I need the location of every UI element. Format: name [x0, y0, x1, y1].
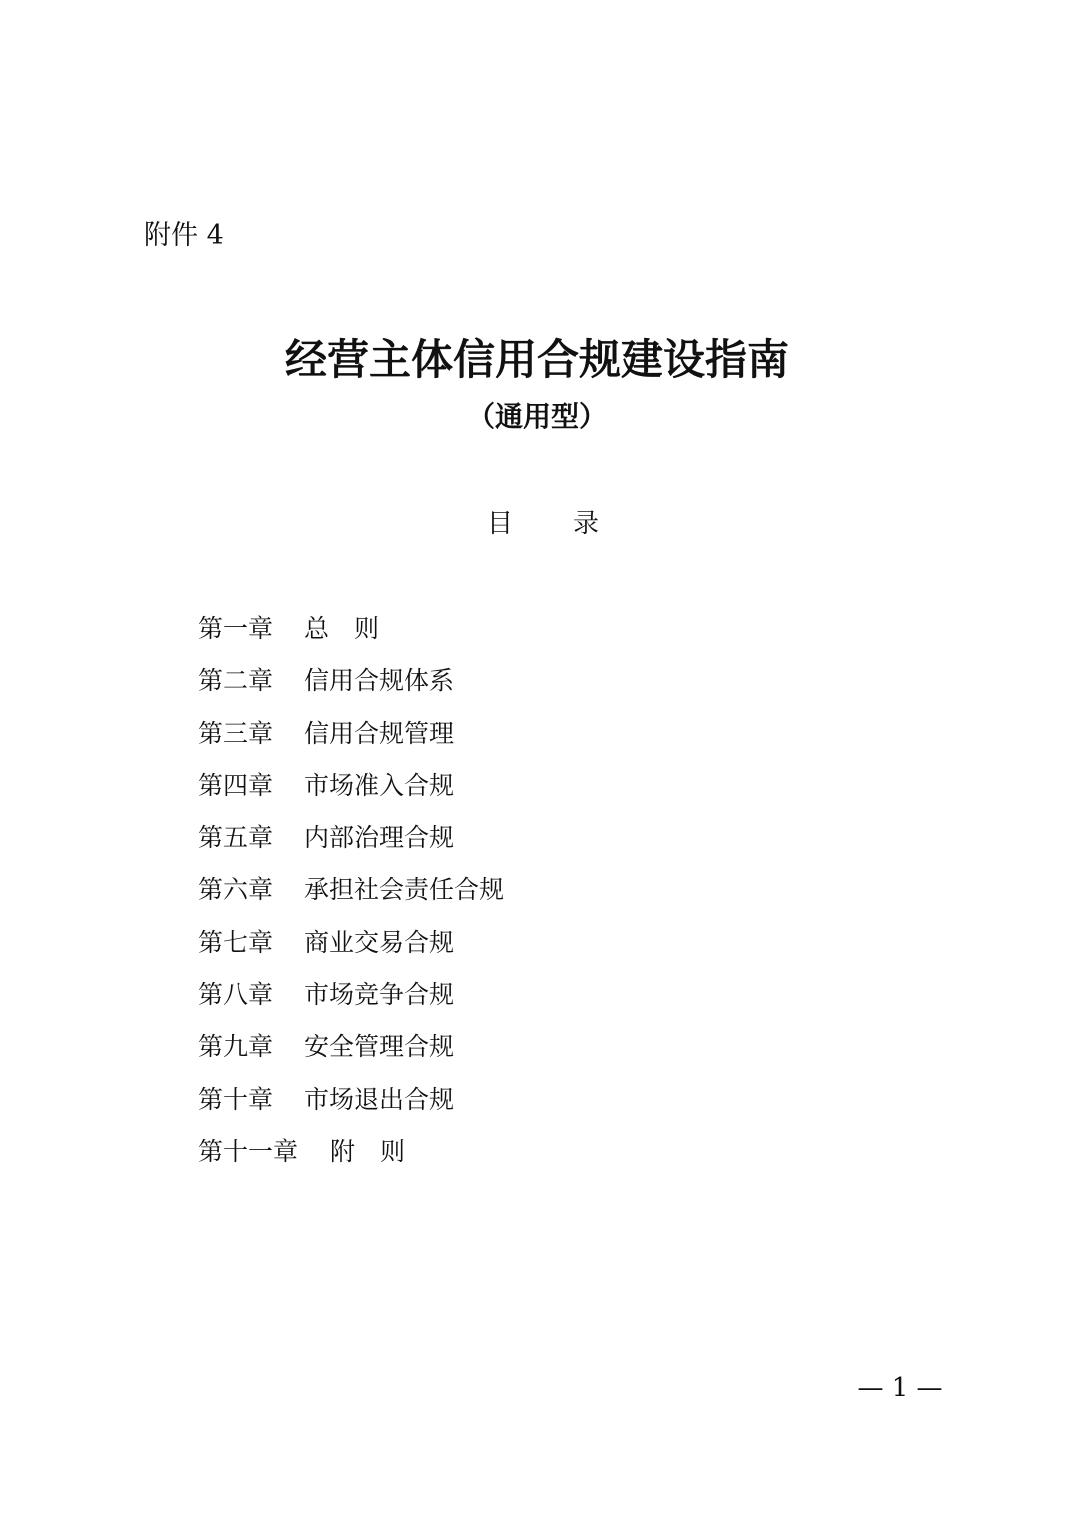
- chapter-title: 商业交易合规: [304, 927, 455, 957]
- toc-item-chapter-7: [198, 921, 504, 973]
- chapter-title: 信用合规体系: [304, 666, 455, 696]
- toc-item-chapter-2: [198, 659, 504, 711]
- chapter-number: 第一章: [198, 614, 274, 643]
- chapter-title: 内部治理合规: [304, 823, 455, 853]
- toc-item-chapter-5: [198, 816, 504, 868]
- toc-heading-char-1: 目: [487, 509, 514, 539]
- chapter-title: 信用合规管理: [304, 718, 455, 748]
- attachment-label: 附件 4: [144, 220, 224, 251]
- toc-item-chapter-11: [198, 1130, 504, 1182]
- chapter-number: 第九章: [198, 1032, 274, 1062]
- chapter-number: 第七章: [198, 927, 274, 957]
- chapter-number: 第十一章: [198, 1136, 299, 1166]
- chapter-number: 第四章: [198, 770, 274, 800]
- toc-item-chapter-9: [198, 1025, 504, 1077]
- chapter-title: 总 则: [304, 614, 380, 643]
- chapter-number: 第二章: [198, 666, 274, 696]
- chapter-number: 第八章: [198, 980, 274, 1010]
- toc-item-chapter-1: [198, 607, 504, 659]
- table-of-contents: [198, 607, 504, 1182]
- page-number: — 1 —: [857, 1373, 943, 1403]
- chapter-title: 市场退出合规: [304, 1084, 455, 1114]
- chapter-title: 承担社会责任合规: [304, 875, 505, 905]
- chapter-number: 第六章: [198, 875, 274, 905]
- chapter-title: 市场竞争合规: [304, 980, 455, 1010]
- chapter-number: 第五章: [198, 823, 274, 853]
- chapter-title: 安全管理合规: [304, 1032, 455, 1062]
- toc-item-chapter-4: [198, 764, 504, 816]
- chapter-number: 第三章: [198, 718, 274, 748]
- document-subtitle: （通用型）: [466, 400, 607, 433]
- chapter-title: 附 则: [330, 1136, 406, 1166]
- toc-heading-char-2: 录: [573, 509, 600, 539]
- toc-item-chapter-10: [198, 1078, 504, 1130]
- toc-item-chapter-3: [198, 712, 504, 764]
- chapter-number: 第十章: [198, 1084, 274, 1114]
- toc-item-chapter-8: [198, 973, 504, 1025]
- document-title: 经营主体信用合规建设指南: [284, 335, 789, 384]
- toc-item-chapter-6: [198, 868, 504, 920]
- chapter-title: 市场准入合规: [304, 770, 455, 800]
